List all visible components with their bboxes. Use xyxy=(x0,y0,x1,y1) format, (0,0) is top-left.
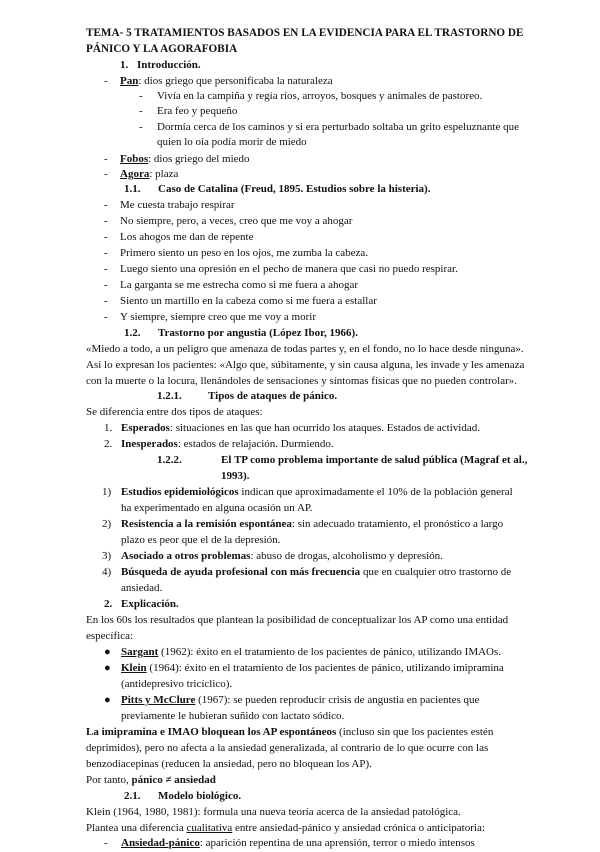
dash-bullet: - xyxy=(104,231,108,243)
public-health-item: Resistencia a la remisión espontánea: sin adecuado tratamiento, el pronóstico a largo xyxy=(121,518,504,530)
dash-bullet: - xyxy=(104,295,108,307)
section-1-2-number: 1.2. xyxy=(124,327,141,339)
explicacion-intro-line: específica: xyxy=(86,630,134,642)
section-1-2-2-heading-line-2: 1993). xyxy=(221,470,250,482)
dash-bullet: - xyxy=(104,311,108,323)
section-1-number: 1. xyxy=(120,59,129,71)
section-1-2-1-heading: Tipos de ataques de pánico. xyxy=(208,390,338,402)
section-1-2-heading: Trastorno por angustia (López Ibor, 1966). xyxy=(158,327,358,339)
author-bullet-item-continuation: (antidepresivo tricíclico). xyxy=(121,678,233,690)
section-1-2-2-number: 1.2.2. xyxy=(157,454,182,466)
round-bullet: ● xyxy=(104,662,111,674)
imipramine-note-line: La imipramina e IMAO bloquean los AP espontáneos (incluso sin que los pacientes estén xyxy=(86,726,494,738)
klein-theory-line: Klein (1964, 1980, 1981): formula una nueva teoría acerca de la ansiedad patológica. xyxy=(86,806,461,818)
dash-bullet: - xyxy=(104,247,108,259)
document-title-line-2: PÁNICO Y LA AGORAFOBIA xyxy=(86,43,238,55)
panic-vs-anxiety-conclusion: Por tanto, pánico ≠ ansiedad xyxy=(86,774,216,786)
imipramine-note-line: benzodiacepinas (reducen la ansiedad, pero no bloquean los AP). xyxy=(86,758,372,770)
list-number: 2) xyxy=(102,518,112,530)
dash-bullet: - xyxy=(139,90,143,102)
public-health-item-continuation: plazo es peor que el de la depresión. xyxy=(121,534,281,546)
dash-bullet: - xyxy=(104,279,108,291)
catalina-item: Siento un martillo en la cabeza como si me fuera a estallar xyxy=(120,295,377,307)
document-title-line-1: TEMA- 5 TRATAMIENTOS BASADOS EN LA EVIDENCIA PARA EL TRASTORNO DE xyxy=(86,27,524,39)
section-1-2-2-heading-line-1: El TP como problema importante de salud pública (Magraf et al., xyxy=(221,454,528,466)
author-bullet-item: Klein (1964): éxito en el tratamiento de los pacientes de pánico, utilizando imipramina xyxy=(121,662,504,674)
attack-type-item: Inesperados: estados de relajación. Durmiendo. xyxy=(121,438,334,450)
pan-subitem: Vivía en la campiña y regía ríos, arroyos, bosques y animales de pastoreo. xyxy=(157,90,483,102)
pan-subitem: Era feo y pequeño xyxy=(157,105,238,117)
section-1-1-number: 1.1. xyxy=(124,183,141,195)
dash-bullet: - xyxy=(139,121,143,133)
round-bullet: ● xyxy=(104,646,111,658)
pan-subitem: Dormía cerca de los caminos y si era perturbado soltaba un grito espeluznante que xyxy=(157,121,519,133)
dash-bullet: - xyxy=(104,199,108,211)
lopez-ibor-paragraph-line: con la muerte o la locura, llenándoles de sensaciones y síntomas físicas que no pueden controlar». xyxy=(86,375,518,387)
section-2-heading: Explicación. xyxy=(121,598,179,610)
public-health-item-continuation: ansiedad. xyxy=(121,582,163,594)
author-bullet-item-continuation: previamente le hubieran suñido con lactato sódico. xyxy=(121,710,345,722)
dash-bullet: - xyxy=(104,215,108,227)
list-number: 4) xyxy=(102,566,112,578)
dash-bullet: - xyxy=(104,153,108,165)
public-health-item: Búsqueda de ayuda profesional con más frecuencia que en cualquier otro trastorno de xyxy=(121,566,512,578)
author-bullet-item: Pitts y McClure (1967): se pueden reproducir crisis de angustia en pacientes que xyxy=(121,694,480,706)
round-bullet: ● xyxy=(104,694,111,706)
section-2-1-number: 2.1. xyxy=(124,790,141,802)
attack-types-intro: Se diferencia entre dos tipos de ataques: xyxy=(86,406,263,418)
catalina-item: Primero siento un peso en los ojos, me zumba la cabeza. xyxy=(120,247,369,259)
klein-difference-line: Plantea una diferencia cualitativa entre ansiedad-pánico y ansiedad crónica o anticipatoria: xyxy=(86,822,485,834)
catalina-item: La garganta se me estrecha como si me fuera a ahogar xyxy=(120,279,359,291)
section-1-heading: Introducción. xyxy=(137,59,201,71)
catalina-item: Y siempre, siempre creo que me voy a morir xyxy=(120,311,316,323)
catalina-item: No siempre, pero, a veces, creo que me voy a ahogar xyxy=(120,215,353,227)
list-number: 2. xyxy=(104,438,113,450)
section-1-2-1-number: 1.2.1. xyxy=(157,390,182,402)
public-health-item: Asociado a otros problemas: abuso de drogas, alcoholismo y depresión. xyxy=(121,550,443,562)
list-number: 1) xyxy=(102,486,112,498)
public-health-item: Estudios epidemiológicos indican que aproximadamente el 10% de la población general xyxy=(121,486,513,498)
dash-bullet: - xyxy=(139,105,143,117)
pan-subitem-continuation: quien lo oía podía morir de miedo xyxy=(157,136,307,148)
catalina-item: Luego siento una opresión en el pecho de manera que casi no puedo respirar. xyxy=(120,263,458,275)
lopez-ibor-paragraph-line: «Miedo a todo, a un peligro que amenaza de todas partes y, en el fondo, no lo hace desde ninguna». xyxy=(86,343,524,355)
explicacion-intro-line: En los 60s los resultados que plantean la posibilidad de conceptualizar los AP como una entidad xyxy=(86,614,509,626)
section-2-number: 2. xyxy=(104,598,113,610)
list-number: 3) xyxy=(102,550,112,562)
attack-type-item: Esperados: situaciones en las que han ocurrido los ataques. Estados de actividad. xyxy=(121,422,480,434)
author-bullet-item: Sargant (1962): éxito en el tratamiento de los pacientes de pánico, utilizando IMAOs. xyxy=(121,646,502,658)
imipramine-note-line: deprimidos), pero no afecta a la ansiedad generalizada, al contrario de lo que ocurre con las xyxy=(86,742,489,754)
catalina-item: Me cuesta trabajo respirar xyxy=(120,199,235,211)
public-health-item-continuation: ha experimentado en alguna ocasión un AP. xyxy=(121,502,313,514)
dash-bullet: - xyxy=(104,168,108,180)
section-1-1-heading: Caso de Catalina (Freud, 1895. Estudios sobre la histeria). xyxy=(158,183,431,195)
dash-bullet: - xyxy=(104,75,108,87)
ansiedad-panico-item: Ansiedad-pánico: aparición repentina de una aprensión, terror o miedo intensos xyxy=(121,837,475,849)
dash-bullet: - xyxy=(104,263,108,275)
fobos-item: Fobos: dios griego del miedo xyxy=(120,153,250,165)
catalina-item: Los ahogos me dan de repente xyxy=(120,231,254,243)
lopez-ibor-paragraph-line: Así lo expresan los pacientes: «Algo que, súbitamente, y sin causa alguna, les invade y les amenaza xyxy=(86,359,525,371)
pan-item: Pan: dios griego que personificaba la naturaleza xyxy=(120,75,333,87)
dash-bullet: - xyxy=(104,837,108,849)
section-2-1-heading: Modelo biológico. xyxy=(158,790,242,802)
agora-item: Agora: plaza xyxy=(120,168,179,180)
list-number: 1. xyxy=(104,422,113,434)
